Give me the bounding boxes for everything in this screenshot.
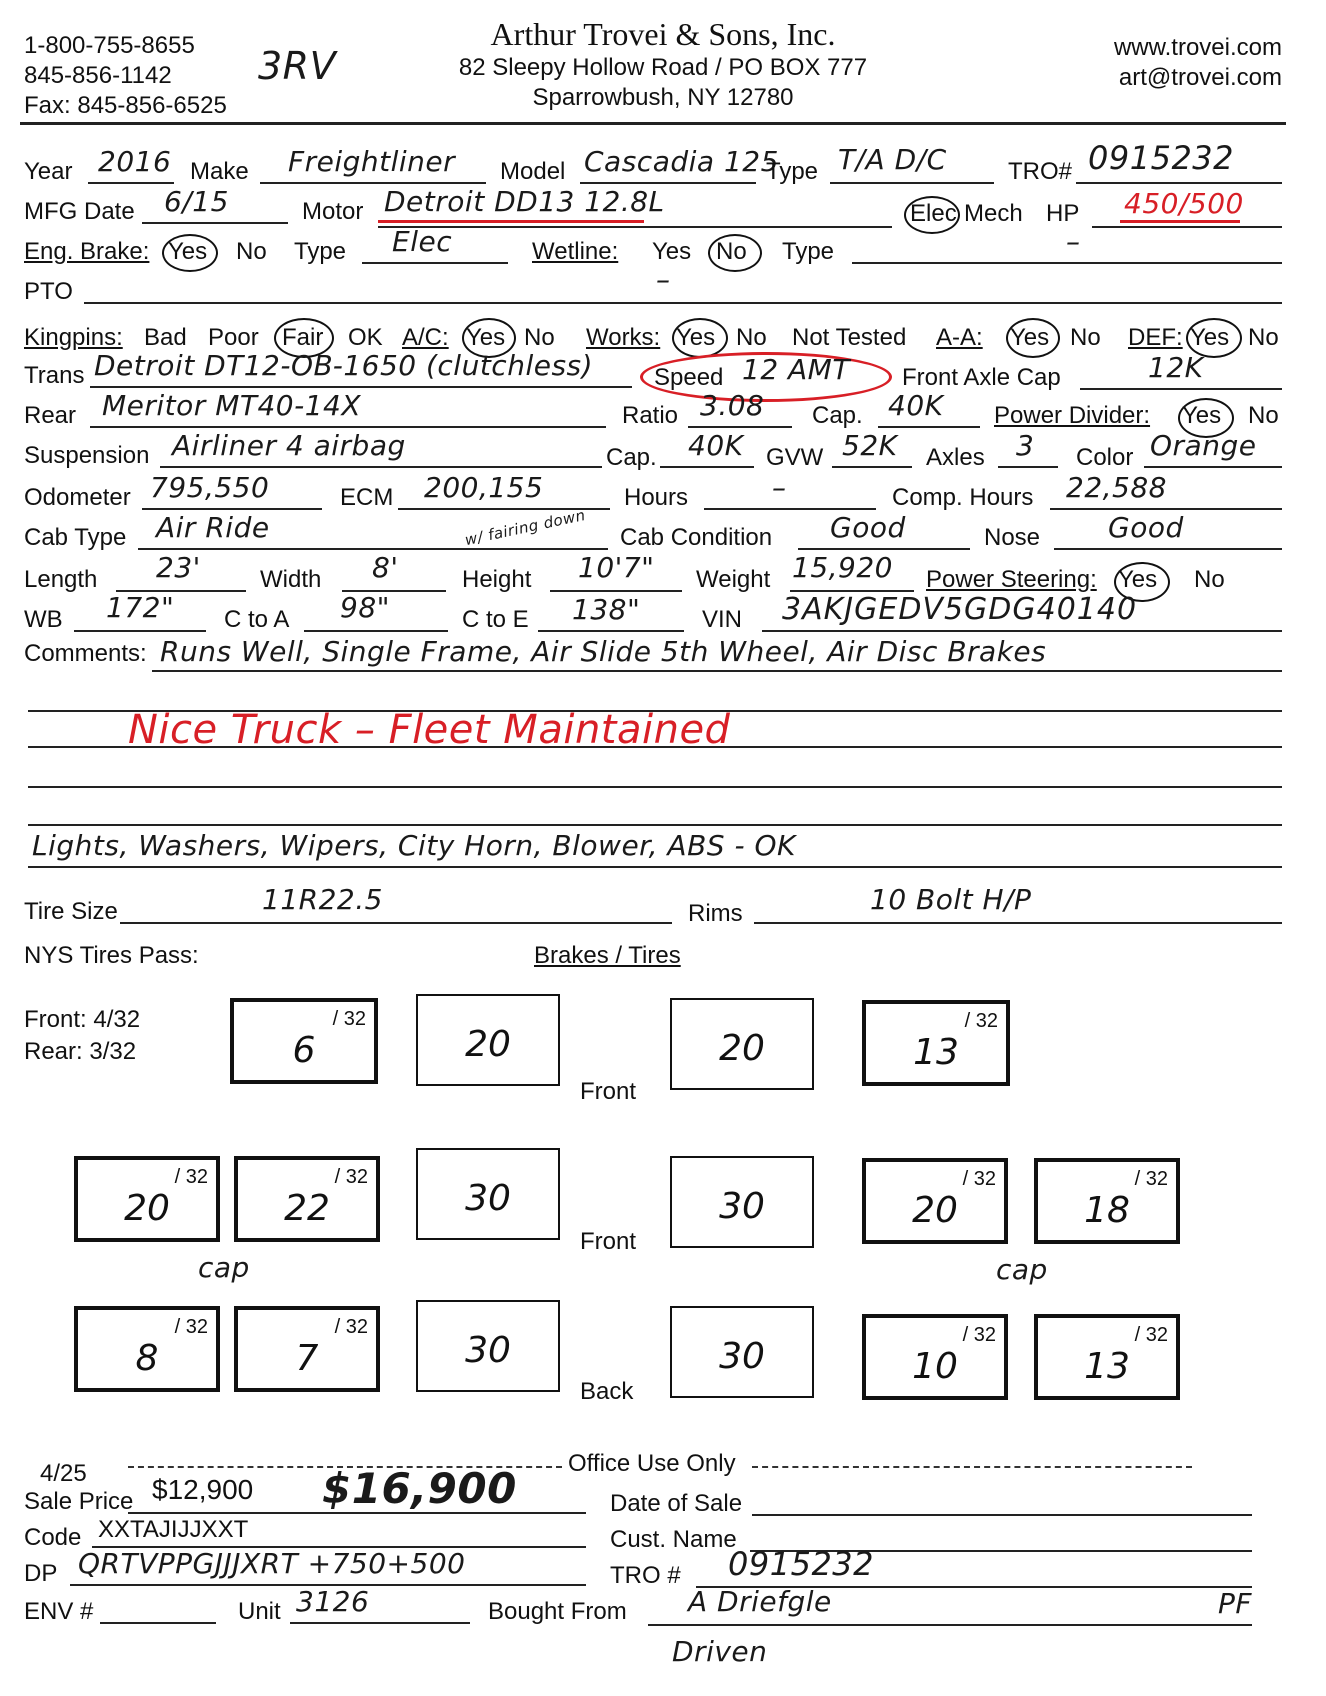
label-cab-condition: Cab Condition: [620, 524, 773, 551]
power-steering-no: No: [1194, 566, 1225, 593]
value-rear: Meritor MT40-14X: [102, 389, 362, 422]
label-rims: Rims: [688, 900, 743, 927]
tire-value: 13: [1084, 1346, 1130, 1387]
line: [798, 548, 970, 550]
label-vin: VIN: [702, 606, 743, 633]
line: [88, 182, 174, 184]
label-comments: Comments:: [24, 640, 147, 667]
value-speed: 12 AMT: [742, 353, 850, 386]
line: [160, 466, 602, 468]
label-weight: Weight: [696, 566, 771, 593]
label-front-2: Front: [580, 1228, 637, 1255]
wetline-yes: Yes: [652, 238, 692, 265]
line: [580, 182, 756, 184]
brake-value: 30: [465, 1330, 511, 1371]
value-sale-price: $12,900: [152, 1474, 254, 1505]
line: [90, 386, 632, 388]
label-power-divider: Power Divider:: [994, 402, 1151, 429]
brake-front-right: [670, 998, 814, 1090]
eng-brake-yes: Yes: [168, 238, 208, 265]
brake-mid-right: [670, 1156, 814, 1248]
value-vin: 3AKJGEDV5GDG40140: [782, 592, 1138, 627]
label-tro-hash: TRO #: [610, 1562, 681, 1589]
address-line-1: 82 Sleepy Hollow Road / PO BOX 777: [458, 54, 868, 81]
value-sale-price-handwritten: $16,900: [322, 1464, 517, 1513]
tire-mid-left-inner: [234, 1156, 380, 1242]
label-motor: Motor: [302, 198, 364, 225]
label-make: Make: [190, 158, 249, 185]
tire-mid-right-inner: [862, 1158, 1008, 1244]
tire-value: 20: [912, 1190, 958, 1231]
line: [1092, 226, 1282, 228]
line: [28, 824, 1282, 826]
label-kingpins: Kingpins:: [24, 324, 123, 351]
label-power-steering: Power Steering:: [926, 566, 1097, 593]
value-hp: 450/500: [1124, 187, 1244, 220]
label-width: Width: [260, 566, 322, 593]
value-year: 2016: [98, 145, 172, 178]
value-front-axle-cap: 12K: [1148, 351, 1204, 384]
line: [832, 466, 912, 468]
value-height: 10'7": [578, 551, 655, 584]
per32-label: / 32: [962, 1168, 996, 1190]
label-type: Type: [766, 158, 819, 185]
value-model: Cascadia 125: [584, 145, 779, 178]
line: [852, 262, 1282, 264]
label-model: Model: [500, 158, 566, 185]
label-date-of-sale: Date of Sale: [610, 1490, 743, 1517]
value-length: 23': [156, 551, 201, 584]
line: [100, 1622, 216, 1624]
handwritten-code: 3RV: [258, 44, 337, 88]
email: art@trovei.com: [1118, 64, 1282, 91]
value-cab-condition: Good: [830, 511, 906, 544]
line: [304, 630, 448, 632]
label-aa: A-A:: [936, 324, 983, 351]
line: [152, 670, 1282, 672]
per32-label: / 32: [174, 1166, 208, 1188]
label-year: Year: [24, 158, 73, 185]
label-c-to-a: C to A: [224, 606, 290, 633]
label-trans: Trans: [24, 362, 85, 389]
line: [752, 1514, 1252, 1516]
label-color: Color: [1076, 444, 1134, 471]
tire-rear-right-outer: [1034, 1314, 1180, 1400]
value-unit: 3126: [296, 1585, 370, 1618]
line: [120, 922, 672, 924]
tire-rear-left-outer: [74, 1306, 220, 1392]
ac-yes: Yes: [466, 324, 506, 351]
address-line-2: Sparrowbush, NY 12780: [532, 84, 794, 111]
tire-value: 8: [135, 1338, 159, 1379]
def-no: No: [1248, 324, 1279, 351]
line: [138, 548, 608, 550]
aa-yes: Yes: [1010, 324, 1050, 351]
label-comp-hours: Comp. Hours: [892, 484, 1034, 511]
label-sale-price: Sale Price: [24, 1488, 134, 1515]
comment-line-2: Nice Truck – Fleet Maintained: [128, 707, 731, 753]
comment-line-1: Runs Well, Single Frame, Air Slide 5th Wheel, Air Disc Brakes: [160, 635, 1047, 668]
label-front-1: Front: [580, 1078, 637, 1105]
per32-label: / 32: [334, 1316, 368, 1338]
label-mfg-date: MFG Date: [24, 198, 135, 225]
brake-rear-right: [670, 1306, 814, 1398]
line: [1050, 508, 1282, 510]
value-gvw: 52K: [842, 429, 898, 462]
value-weight: 15,920: [792, 551, 893, 584]
tire-value: 10: [912, 1346, 958, 1387]
cap-note-left: cap: [198, 1251, 250, 1284]
label-mech: Mech: [964, 200, 1023, 227]
label-odometer: Odometer: [24, 484, 131, 511]
power-divider-no: No: [1248, 402, 1279, 429]
label-wetline-type: Type: [782, 238, 835, 265]
power-divider-yes: Yes: [1182, 402, 1222, 429]
brake-value: 30: [719, 1186, 765, 1227]
label-speed: Speed: [654, 364, 724, 391]
value-eng-brake-type: Elec: [392, 225, 453, 258]
value-rims: 10 Bolt H/P: [870, 883, 1032, 916]
wetline-no: No: [716, 238, 747, 265]
line: [538, 630, 684, 632]
hp-dash: –: [1066, 225, 1081, 258]
label-eng-brake: Eng. Brake:: [24, 238, 150, 265]
label-wetline: Wetline:: [532, 238, 619, 265]
value-axles: 3: [1016, 429, 1035, 462]
height-note: w/ fairing down: [463, 505, 588, 550]
works-yes: Yes: [676, 324, 716, 351]
label-brakes-tires: Brakes / Tires: [534, 942, 681, 969]
label-elec: Elec: [910, 200, 957, 227]
per32-label: / 32: [332, 1008, 366, 1030]
label-length: Length: [24, 566, 98, 593]
tire-value: 22: [284, 1188, 330, 1229]
value-c-to-e: 138": [572, 593, 641, 626]
line: [1080, 388, 1282, 390]
line: [142, 222, 288, 224]
office-use-only: Office Use Only: [568, 1450, 736, 1477]
tire-mid-left-outer: [74, 1156, 220, 1242]
brake-value: 30: [719, 1336, 765, 1377]
value-code: XXTAJIJJXXT: [98, 1516, 249, 1543]
power-steering-yes: Yes: [1118, 566, 1158, 593]
line: [128, 1512, 586, 1514]
value-make: Freightliner: [288, 145, 456, 178]
value-bought-from: A Driefgle: [688, 1585, 832, 1618]
line: [90, 426, 606, 428]
def-yes: Yes: [1190, 324, 1230, 351]
phone-2: 845-856-1142: [24, 62, 172, 89]
value-rear-cap: 40K: [888, 389, 944, 422]
label-env: ENV #: [24, 1598, 94, 1625]
label-hp: HP: [1046, 200, 1080, 227]
line: [1054, 548, 1282, 550]
ac-no: No: [524, 324, 555, 351]
value-motor: Detroit DD13 12.8L: [384, 185, 665, 218]
label-rear-cap: Cap.: [812, 402, 863, 429]
label-c-to-e: C to E: [462, 606, 529, 633]
value-color: Orange: [1150, 429, 1257, 462]
front-requirement: Front: 4/32: [24, 1006, 141, 1033]
wetline-dash: –: [656, 263, 671, 296]
per32-label: / 32: [962, 1324, 996, 1346]
label-axles: Axles: [926, 444, 985, 471]
label-eng-brake-type: Type: [294, 238, 347, 265]
line: [1144, 466, 1282, 468]
label-rear: Rear: [24, 402, 77, 429]
line: [1076, 182, 1282, 184]
line: [362, 262, 508, 264]
label-works: Works:: [586, 324, 661, 351]
line: [28, 866, 1282, 868]
value-driven: Driven: [672, 1635, 768, 1668]
line: [28, 746, 1282, 748]
label-front-axle-cap: Front Axle Cap: [902, 364, 1061, 391]
label-bought-from: Bought From: [488, 1598, 627, 1625]
value-mfg-date: 6/15: [164, 185, 229, 218]
office-dash-right: [752, 1466, 1192, 1468]
tire-front-right: [862, 1000, 1010, 1086]
line: [378, 226, 892, 228]
line: [28, 786, 1282, 788]
value-wb: 172": [106, 591, 175, 624]
label-suspension: Suspension: [24, 442, 150, 469]
value-comp-hours: 22,588: [1066, 471, 1167, 504]
brake-value: 30: [465, 1178, 511, 1219]
value-width: 8': [372, 551, 399, 584]
label-cust-name: Cust. Name: [610, 1526, 737, 1553]
brake-value: 20: [465, 1024, 511, 1065]
value-c-to-a: 98": [340, 591, 391, 624]
line: [648, 1624, 1252, 1626]
line: [830, 182, 994, 184]
line: [290, 1622, 470, 1624]
tire-rear-left-inner: [234, 1306, 380, 1392]
label-nose: Nose: [984, 524, 1041, 551]
value-nose: Good: [1108, 511, 1184, 544]
header-rule: [20, 122, 1286, 125]
label-unit: Unit: [238, 1598, 281, 1625]
line: [754, 922, 1282, 924]
motor-red-underline: [378, 220, 644, 223]
phone-1: 1-800-755-8655: [24, 32, 195, 59]
value-hours: –: [772, 471, 787, 504]
line: [142, 508, 322, 510]
per32-label: / 32: [334, 1166, 368, 1188]
tire-value: 7: [295, 1338, 319, 1379]
aa-no: No: [1070, 324, 1101, 351]
line: [998, 466, 1058, 468]
kingpins-ok: OK: [348, 324, 383, 351]
per32-label: / 32: [964, 1010, 998, 1032]
line: [762, 630, 1282, 632]
brake-front-left: [416, 994, 560, 1086]
line: [260, 182, 486, 184]
works-no: No: [736, 324, 767, 351]
eng-brake-no: No: [236, 238, 267, 265]
label-hours: Hours: [624, 484, 689, 511]
label-dp: DP: [24, 1560, 58, 1587]
per32-label: / 32: [174, 1316, 208, 1338]
line: [878, 426, 980, 428]
cap-note-right: cap: [996, 1253, 1048, 1286]
line: [84, 302, 1282, 304]
label-cab-type: Cab Type: [24, 524, 127, 551]
label-height: Height: [462, 566, 532, 593]
value-ecm: 200,155: [424, 471, 544, 504]
value-type: T/A D/C: [838, 143, 947, 176]
hp-red-underline: [1120, 220, 1240, 223]
tire-rear-right-inner: [862, 1314, 1008, 1400]
label-ratio: Ratio: [622, 402, 679, 429]
line: [688, 426, 792, 428]
per32-label: / 32: [1134, 1168, 1168, 1190]
works-not-tested: Not Tested: [792, 324, 907, 351]
label-tire-size: Tire Size: [24, 898, 118, 925]
line: [704, 508, 876, 510]
brake-rear-left: [416, 1300, 560, 1392]
label-ac: A/C:: [402, 324, 449, 351]
brake-mid-left: [416, 1148, 560, 1240]
label-pto: PTO: [24, 278, 73, 305]
sale-date-note: 4/25: [40, 1460, 87, 1487]
label-susp-cap: Cap.: [606, 444, 657, 471]
line: [550, 590, 682, 592]
label-code: Code: [24, 1524, 82, 1551]
comment-line-3: Lights, Washers, Wipers, City Horn, Blower, ABS - OK: [32, 829, 796, 862]
value-tire-size: 11R22.5: [262, 883, 383, 916]
label-back: Back: [580, 1378, 634, 1405]
tire-value: 20: [124, 1188, 170, 1229]
tire-mid-right-outer: [1034, 1158, 1180, 1244]
website: www.trovei.com: [1113, 34, 1282, 61]
value-tro-office: 0915232: [728, 1545, 875, 1583]
tire-value: 6: [292, 1030, 316, 1071]
value-initials: PF: [1218, 1587, 1252, 1620]
label-def: DEF:: [1128, 324, 1183, 351]
brake-value: 20: [719, 1028, 765, 1069]
value-trans: Detroit DT12-OB-1650 (clutchless): [94, 349, 594, 382]
value-suspension: Airliner 4 airbag: [172, 429, 406, 462]
fax: Fax: 845-856-6525: [24, 92, 227, 119]
value-ratio: 3.08: [700, 389, 765, 422]
value-dp: QRTVPPGJJJXRT +750+500: [78, 1547, 466, 1580]
label-gvw: GVW: [766, 444, 824, 471]
label-ecm: ECM: [340, 484, 394, 511]
value-odometer: 795,550: [150, 471, 270, 504]
label-wb: WB: [24, 606, 63, 633]
value-cab-type: Air Ride: [156, 511, 270, 544]
tire-value: 13: [913, 1032, 959, 1073]
tire-front-left: [230, 998, 378, 1084]
line: [74, 630, 206, 632]
label-tro: TRO#: [1008, 158, 1073, 185]
kingpins-bad: Bad: [144, 324, 187, 351]
label-nys-tires-pass: NYS Tires Pass:: [24, 942, 199, 969]
value-tro: 0915232: [1088, 139, 1235, 177]
kingpins-fair: Fair: [282, 324, 324, 351]
value-susp-cap: 40K: [688, 429, 744, 462]
line: [660, 466, 754, 468]
tire-value: 18: [1084, 1190, 1130, 1231]
kingpins-poor: Poor: [208, 324, 259, 351]
company-name: Arthur Trovei & Sons, Inc.: [490, 16, 836, 52]
per32-label: / 32: [1134, 1324, 1168, 1346]
rear-requirement: Rear: 3/32: [24, 1038, 137, 1065]
